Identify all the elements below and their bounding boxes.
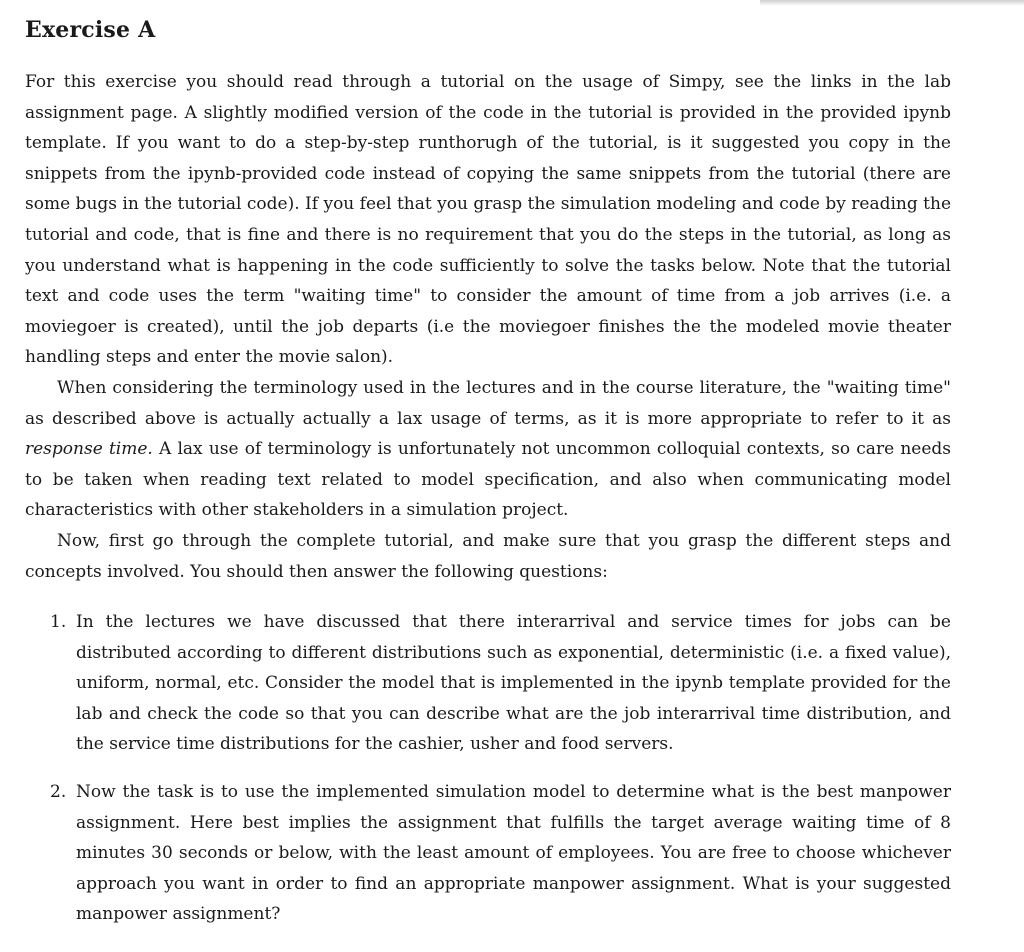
question-list: [25, 607, 951, 930]
document-body: [25, 14, 951, 947]
terminology-text-end: A lax use of terminology is unfortunately not uncommon colloquial contexts, so care needs to be taken when reading text related to model specification, and also when communicating model characteristics with other stakeholders in a simulation project.: [25, 439, 951, 521]
instructions-paragraph: Now, first go through the complete tutorial, and make sure that you grasp the different steps and concepts involved. You should then answer the following questions:: [25, 530, 951, 582]
intro-paragraph: For this exercise you should read through a tutorial on the usage of Simpy, see the links in the lab assignment page. A slightly modified version of the code in the tutorial is provided in the provided ipynb template. If you want to do a step-by-step runthorugh of the tutorial, is it suggested you copy in the snippets from the ipynb-provided code instead of copying the same snippets from the tutorial (there are some bugs in the tutorial code). If you feel that you grasp the simulation modeling and code by reading the tutorial and code, that is fine and there is no requirement that you do the steps in the tutorial, as long as you understand what is happening in the code sufficiently to solve the tasks below. Note that the tutorial text and code uses the term "waiting time" to consider the amount of time from a job arrives (i.e. a moviegoer is created), until the job departs (i.e the moviegoer finishes the the modeled movie theater handling steps and enter the movie salon).: [25, 72, 951, 368]
exercise-title: Exercise A: [25, 17, 156, 43]
terminology-text-start: When considering the terminology used in the lectures and in the course literature, the "waiting time" as described above is actually actually a lax usage of terms, as it is more appropriate to refer to it as: [25, 377, 951, 429]
question-item: [25, 777, 951, 930]
question-text: Now the task is to use the implemented simulation model to determine what is the best manpower assignment. Here best implies the assignment that fulfills the target average waiting time of 8 minutes 30 seconds or below, with the least amount of employees. You are free to choose whichever approach you want in order to find an appropriate manpower assignment. What is your suggested manpower assignment?: [76, 782, 951, 925]
response-time-term: response time.: [25, 439, 153, 460]
question-number: 1.: [50, 612, 67, 633]
terminology-paragraph: [25, 373, 951, 526]
question-item: [25, 607, 951, 760]
question-text: In the lectures we have discussed that there interarrival and service times for jobs can be distributed according to different distributions such as exponential, deterministic (i.e. a fixed value), uniform, normal, etc. Consider the model that is implemented in the ipynb template provided for the lab and check the code so that you can describe what are the job interarrival time distribution, and the service time distributions for the cashier, usher and food servers.: [76, 612, 951, 755]
page-edge-shadow: [760, 0, 1024, 6]
question-number: 2.: [50, 782, 67, 803]
